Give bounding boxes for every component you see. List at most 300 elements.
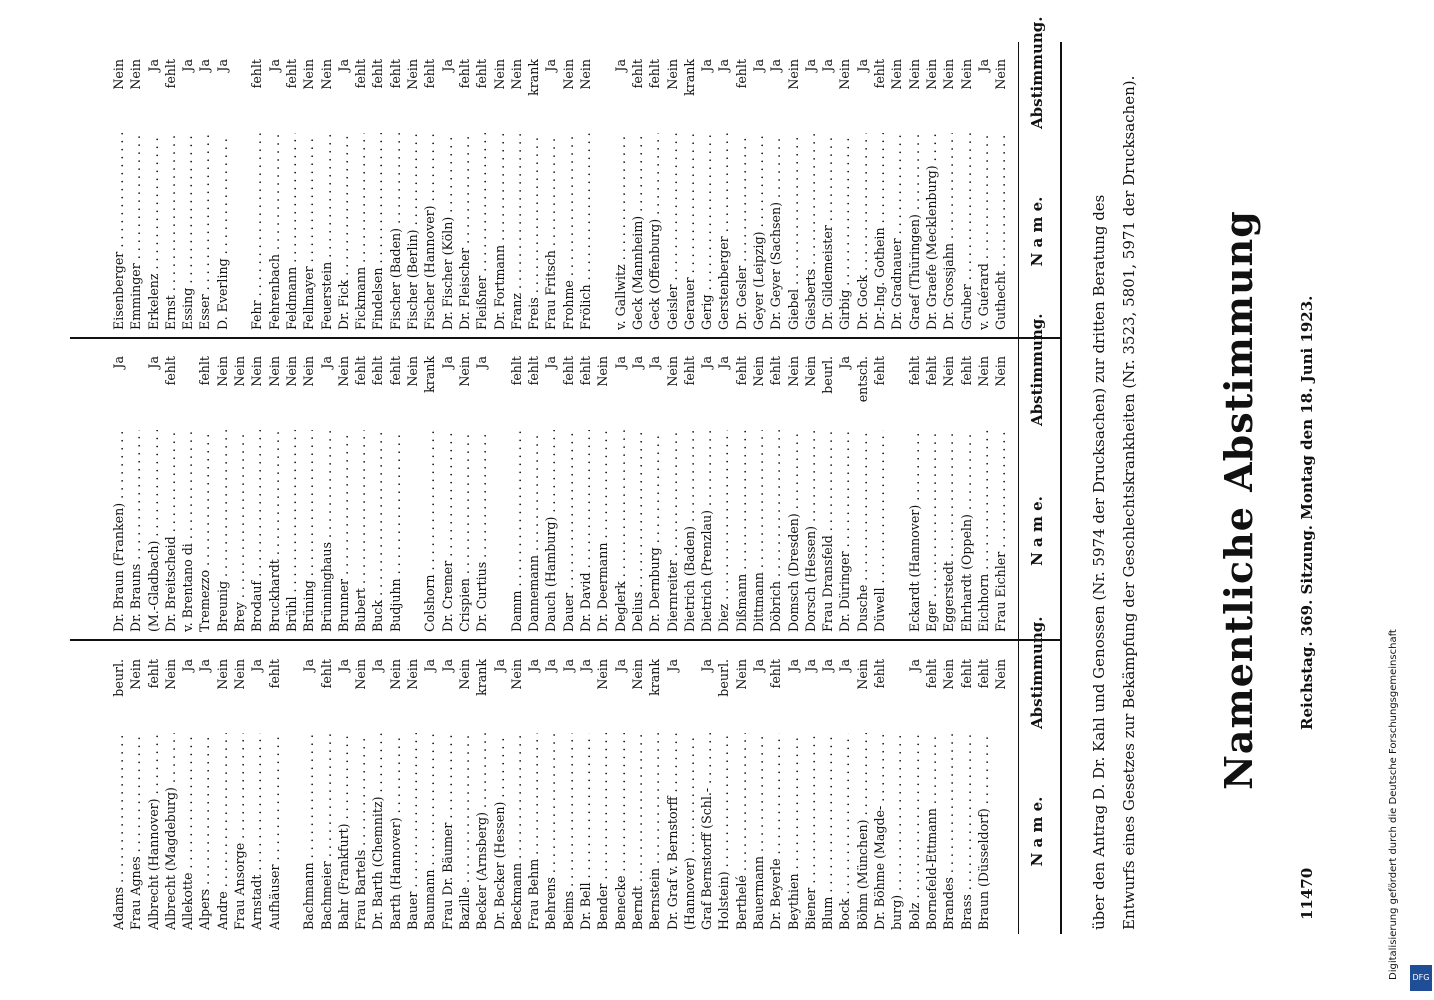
member-name: Bazille . . . — [456, 733, 473, 930]
member-name: Bauer . . . — [404, 733, 421, 930]
column-header-name: N a m e. — [1028, 496, 1046, 566]
member-name: Brüning . . . — [300, 430, 317, 632]
table-row — [456, 644, 473, 930]
table-row — [542, 644, 559, 930]
member-name: Freis . . . — [525, 133, 542, 330]
table-row — [906, 644, 923, 930]
member-name: Andre . . . — [214, 733, 231, 930]
table-row — [491, 342, 508, 632]
vote-value: krank — [474, 659, 490, 696]
vote-value: Nein — [456, 356, 472, 387]
table-row — [508, 644, 525, 930]
member-name: Allekotte . . . — [179, 733, 196, 930]
member-name: Dauer . . . — [560, 430, 577, 632]
member-name: Dr. Barth (Chemnitz) . . . — [369, 733, 386, 930]
vote-value: Ja — [750, 659, 766, 672]
vote-value: Nein — [802, 356, 818, 387]
vote-value: fehlt — [647, 59, 663, 89]
member-name: Brühl . . . — [283, 430, 300, 632]
member-name: Dr. Grossjahn . . . — [940, 133, 957, 330]
vote-value: Ja — [145, 59, 161, 72]
vote-value: krank — [647, 659, 663, 696]
member-name: v. Gallwitz . . . — [612, 133, 629, 330]
table-row — [923, 644, 940, 930]
vote-value: Nein — [906, 59, 922, 90]
member-name: Alpers . . . — [196, 733, 213, 930]
table-row — [127, 44, 144, 330]
vote-value: fehlt — [578, 356, 594, 386]
table-row — [473, 342, 490, 632]
member-name: Dr. Brauns . . . — [127, 430, 144, 632]
member-name: Brodauf . . . — [248, 430, 265, 632]
member-name: Delius . . . — [629, 430, 646, 632]
session-header: Reichstag. 369. Sitzung. Montag den 18. Juni 1923. — [1298, 295, 1316, 730]
vote-value: Nein — [405, 59, 421, 90]
table-row — [940, 44, 957, 330]
table-row — [231, 44, 248, 330]
member-name: Fischer (Hannover) . . . — [421, 133, 438, 330]
vote-value: Ja — [716, 59, 732, 72]
table-row — [906, 342, 923, 632]
vote-value: Nein — [785, 59, 801, 90]
vote-value: krank — [681, 59, 697, 96]
table-row — [871, 44, 888, 330]
table-row — [958, 44, 975, 330]
vote-value: Nein — [491, 59, 507, 90]
table-row — [646, 44, 663, 330]
table-row — [888, 44, 905, 330]
vote-value: krank — [526, 59, 542, 96]
member-name: Dr. Fortmann . . . — [491, 133, 508, 330]
table-row — [750, 644, 767, 930]
vote-value: Ja — [180, 59, 196, 72]
member-name: Beims . . . — [560, 733, 577, 930]
vote-value: Ja — [560, 659, 576, 672]
member-name: Dr. Gock . . . — [854, 133, 871, 330]
member-name: Bubert . . . — [352, 430, 369, 632]
vote-value: Ja — [197, 659, 213, 672]
member-name: Dr. Breitscheid . . . — [162, 430, 179, 632]
table-row — [248, 342, 265, 632]
table-row — [785, 644, 802, 930]
member-name: Dr. Fischer (Köln) . . . — [439, 133, 456, 330]
vote-value: Ja — [439, 59, 455, 72]
table-row — [836, 44, 853, 330]
table-row — [439, 44, 456, 330]
vote-value: Nein — [595, 356, 611, 387]
table-row — [473, 44, 490, 330]
vote-value: fehlt — [526, 356, 542, 386]
vote-value: Ja — [837, 659, 853, 672]
member-name: Frau Agnes . . . — [127, 733, 144, 930]
member-name: Dittmann . . . — [750, 430, 767, 632]
table-row — [300, 44, 317, 330]
member-name: Diernreiter . . . — [664, 430, 681, 632]
vote-value: Ja — [699, 659, 715, 672]
table-row — [214, 342, 231, 632]
vote-value: fehlt — [768, 659, 784, 689]
vote-value: Ja — [266, 59, 282, 72]
vote-value: Ja — [145, 356, 161, 369]
table-row — [248, 44, 265, 330]
member-name: Bachmeier . . . — [318, 733, 335, 930]
vote-value: Nein — [993, 659, 1009, 690]
vote-value: fehlt — [266, 659, 282, 689]
column-header-vote: Abstimmung. — [1028, 16, 1046, 129]
vote-value: Nein — [629, 659, 645, 690]
table-row — [975, 342, 992, 632]
table-row — [300, 342, 317, 632]
table-row — [646, 342, 663, 632]
vote-value: Nein — [232, 659, 248, 690]
member-name: Dusche . . . — [854, 430, 871, 632]
member-name: Bruckhardt . . . — [266, 430, 283, 632]
table-row — [698, 644, 715, 930]
table-row — [110, 342, 127, 632]
vote-value: Ja — [854, 59, 870, 72]
table-row — [612, 342, 629, 632]
member-name: Findelsen . . . — [369, 133, 386, 330]
table-row — [369, 644, 386, 930]
vote-value: krank — [422, 356, 438, 393]
member-name: Colshorn . . . — [421, 430, 438, 632]
table-row — [491, 44, 508, 330]
vote-value: Nein — [941, 659, 957, 690]
vote-value: Ja — [612, 659, 628, 672]
vote-value: Ja — [820, 659, 836, 672]
vote-value: fehlt — [906, 356, 922, 386]
table-row — [871, 342, 888, 632]
member-name: Feldmann . . . — [283, 133, 300, 330]
table-row — [854, 644, 871, 930]
table-row — [767, 44, 784, 330]
member-name: Fellmayer . . . — [300, 133, 317, 330]
member-name: Dr. Fleischer . . . — [456, 133, 473, 330]
vote-value: Ja — [249, 659, 265, 672]
table-row — [802, 342, 819, 632]
vote-table — [0, 16, 1046, 934]
vote-value: Ja — [975, 59, 991, 72]
member-name: Domsch (Dresden) . . . — [785, 430, 802, 632]
member-name: Dorsch (Hessen) . . . — [802, 430, 819, 632]
member-name: Behrens . . . — [542, 733, 559, 930]
member-name: Dr. Düringer . . . — [836, 430, 853, 632]
member-name: Geck (Mannheim) . . . — [629, 133, 646, 330]
member-name: Emminger . . . — [127, 133, 144, 330]
table-row — [179, 342, 196, 632]
vote-value: Ja — [543, 659, 559, 672]
vote-value: fehlt — [387, 356, 403, 386]
vote-value: Ja — [439, 659, 455, 672]
table-row — [733, 644, 750, 930]
vote-value: Ja — [335, 659, 351, 672]
table-row — [352, 342, 369, 632]
table-row — [266, 342, 283, 632]
table-row — [767, 342, 784, 632]
table-row — [162, 44, 179, 330]
member-name: Dr. Dernburg . . . — [646, 430, 663, 632]
member-name: Dietrich (Baden) . . . — [681, 430, 698, 632]
member-name: Dr. Deermann . . . — [594, 430, 611, 632]
table-row — [992, 644, 1009, 930]
vote-value: Nein — [958, 59, 974, 90]
vote-value: Ja — [612, 356, 628, 369]
table-row — [664, 644, 681, 930]
table-row — [369, 342, 386, 632]
vote-value: Nein — [595, 659, 611, 690]
table-row — [733, 342, 750, 632]
table-row — [110, 44, 127, 330]
member-name: Holstein) . . . — [715, 733, 732, 930]
table-row — [283, 342, 300, 632]
member-name: Crispien . . . — [456, 430, 473, 632]
table-row — [940, 644, 957, 930]
vote-value: Nein — [232, 356, 248, 387]
table-row — [888, 342, 905, 632]
table-row — [577, 644, 594, 930]
table-row — [906, 44, 923, 330]
name-column — [110, 342, 1009, 632]
table-row — [214, 44, 231, 330]
member-name: Dißmann . . . — [733, 430, 750, 632]
table-row — [335, 644, 352, 930]
table-row — [836, 342, 853, 632]
vote-value: Ja — [474, 356, 490, 369]
vote-value: Ja — [768, 59, 784, 72]
member-name: Brunner . . . — [335, 430, 352, 632]
vote-value: Ja — [180, 659, 196, 672]
member-name: Frau Dransfeld . . . — [819, 430, 836, 632]
vote-value: Nein — [405, 356, 421, 387]
intro-line: Entwurfs eines Gesetzes zur Bekämpfung der Geschlechtskrankheiten (Nr. 3523, 5801, 5971 der Drucksachen). — [1120, 75, 1138, 930]
vote-value: fehlt — [474, 59, 490, 89]
vote-value: beurl. — [716, 659, 732, 697]
table-row — [369, 44, 386, 330]
member-name: Tremezzo . . . — [196, 430, 213, 632]
table-row — [473, 644, 490, 930]
column-header-vote: Abstimmung. — [1028, 616, 1046, 729]
member-name: Dr. Fick . . . — [335, 133, 352, 330]
vote-value: fehlt — [681, 356, 697, 386]
vote-value: Nein — [283, 356, 299, 387]
table-row — [577, 342, 594, 632]
member-name: Budjuhn . . . — [387, 430, 404, 632]
member-name: Brey . . . — [231, 430, 248, 632]
page-number: 11470 — [1298, 867, 1316, 920]
vote-value: fehlt — [318, 659, 334, 689]
vote-value: Ja — [699, 356, 715, 369]
table-row — [214, 644, 231, 930]
member-name: Geck (Offenburg) . . . — [646, 133, 663, 330]
vote-value: fehlt — [872, 659, 888, 689]
vote-value: Nein — [785, 356, 801, 387]
table-row — [560, 342, 577, 632]
table-row — [923, 342, 940, 632]
table-row — [283, 644, 300, 930]
dfg-logo: DFG — [1410, 965, 1432, 991]
vote-value: fehlt — [923, 356, 939, 386]
member-name: Feuerstein . . . — [318, 133, 335, 330]
vote-value: Nein — [508, 659, 524, 690]
vote-value: Nein — [750, 356, 766, 387]
table-row — [664, 44, 681, 330]
table-row — [802, 44, 819, 330]
member-name: Berthelé . . . — [733, 733, 750, 930]
member-name: Frau Behm . . . — [525, 733, 542, 930]
vote-value: fehlt — [370, 59, 386, 89]
vote-value: Nein — [923, 59, 939, 90]
column-divider — [70, 337, 1060, 339]
member-name: Brandes . . . — [940, 733, 957, 930]
member-name: Dr. Beyerle . . . — [767, 733, 784, 930]
member-name: D. Everling . . . — [214, 133, 231, 330]
vote-value: Nein — [111, 59, 126, 90]
vote-value: fehlt — [456, 59, 472, 89]
member-name: Biener . . . — [802, 733, 819, 930]
table-row — [854, 342, 871, 632]
column-header-name: N a m e. — [1028, 796, 1046, 867]
table-row — [145, 342, 162, 632]
table-row — [594, 644, 611, 930]
vote-value: Nein — [214, 356, 230, 387]
member-name: Baumann . . . — [421, 733, 438, 930]
member-name: Albrecht (Hannover) . . . — [145, 733, 162, 930]
vote-value: fehlt — [768, 356, 784, 386]
member-name: Bock . . . — [836, 733, 853, 930]
member-name: Benecke . . . — [612, 733, 629, 930]
table-row — [785, 342, 802, 632]
member-name: Beckmann . . . — [508, 733, 525, 930]
vote-value: fehlt — [629, 59, 645, 89]
member-name: Eckardt (Hannover) . . . — [906, 430, 923, 632]
vote-value: Nein — [249, 356, 265, 387]
member-name: Fehrenbach . . . — [266, 133, 283, 330]
member-name: Esser . . . — [196, 133, 213, 330]
digitization-text: Digitalisierung gefördert durch die Deutsche Forschungsgemeinschaft — [1388, 629, 1399, 980]
member-name: Dr. Böhme (Magde- . . . — [871, 733, 888, 930]
member-name: Dr. Braun (Franken) . . . — [110, 430, 127, 632]
member-name: Bornefeld-Ettmann . . . — [923, 733, 940, 930]
member-name: Buck . . . — [369, 430, 386, 632]
table-row — [975, 644, 992, 930]
vote-value: fehlt — [387, 59, 403, 89]
vote-value: Ja — [318, 356, 334, 369]
member-name: Dr. Bell . . . — [577, 733, 594, 930]
table-row — [542, 44, 559, 330]
member-name: v. Brentano di . . . — [179, 430, 196, 632]
table-row — [525, 644, 542, 930]
table-row — [491, 644, 508, 930]
table-row — [664, 342, 681, 632]
member-name: Frölich . . . — [577, 133, 594, 330]
member-name: Dr. Gradnauer . . . — [888, 133, 905, 330]
vote-value: Nein — [941, 59, 957, 90]
member-name: Frau Fritsch . . . — [542, 133, 559, 330]
member-name: Diez . . . — [715, 430, 732, 632]
intro-text — [1084, 40, 1174, 930]
vote-value: Ja — [802, 659, 818, 672]
member-name: Graef (Thüringen) . . . — [906, 133, 923, 330]
table-row — [300, 644, 317, 930]
member-name: Frau Ansorge . . . — [231, 733, 248, 930]
member-name: Dauch (Hamburg) . . . — [542, 430, 559, 632]
member-name: burg) . . . — [888, 733, 905, 930]
member-name: Frau Dr. Bäumer . . . — [439, 733, 456, 930]
table-row — [404, 644, 421, 930]
vote-value: fehlt — [249, 59, 265, 89]
vote-value: Nein — [128, 659, 144, 690]
member-name: Beythien . . . — [785, 733, 802, 930]
vote-value: Nein — [993, 59, 1009, 90]
member-name: Girbig . . . — [836, 133, 853, 330]
member-name: Dr. Gesler . . . — [733, 133, 750, 330]
member-name: Dr. Curtius . . . — [473, 430, 490, 632]
member-name: Dr. Cremer . . . — [439, 430, 456, 632]
vote-value: Ja — [439, 356, 455, 369]
table-row — [698, 44, 715, 330]
member-name: Bernstein . . . — [646, 733, 663, 930]
member-name: Fehr . . . — [248, 133, 265, 330]
table-row — [335, 44, 352, 330]
table-row — [854, 44, 871, 330]
member-name: Barth (Hannover) . . . — [387, 733, 404, 930]
table-row — [145, 44, 162, 330]
vote-value: fehlt — [353, 59, 369, 89]
table-row — [248, 644, 265, 930]
member-name: Dr. Becker (Hessen) . . . — [491, 733, 508, 930]
table-row — [560, 644, 577, 930]
vote-value: Nein — [578, 59, 594, 90]
vote-value: Nein — [508, 59, 524, 90]
table-row — [715, 44, 732, 330]
vote-value: Nein — [318, 59, 334, 90]
member-name: Ernst . . . — [162, 133, 179, 330]
member-name: Erkelenz . . . — [145, 133, 162, 330]
intro-line: über den Antrag D. Dr. Kahl und Genossen (Nr. 5974 der Drucksachen) zur dritten Beratung des — [1090, 194, 1108, 930]
table-row — [958, 342, 975, 632]
table-row — [127, 342, 144, 632]
table-row — [733, 44, 750, 330]
member-name: Damm . . . — [508, 430, 525, 632]
table-row — [785, 44, 802, 330]
member-name: Adams . . . — [110, 733, 127, 930]
table-row — [681, 44, 698, 330]
digitization-note — [1388, 60, 1402, 980]
vote-value: Ja — [197, 59, 213, 72]
member-name: Brünninghaus . . . — [318, 430, 335, 632]
member-name: Fleißner . . . — [473, 133, 490, 330]
member-name: Gerig . . . — [698, 133, 715, 330]
member-name: Gerstenberger . . . — [715, 133, 732, 330]
vote-value: Ja — [647, 356, 663, 369]
member-name: Brass . . . — [958, 733, 975, 930]
table-row — [508, 44, 525, 330]
member-name: Berndt . . . — [629, 733, 646, 930]
member-name: Frau Eichler . . . — [992, 430, 1009, 632]
member-name: Eggerstedt . . . — [940, 430, 957, 632]
vote-value: Ja — [214, 59, 230, 72]
vote-value: Nein — [301, 356, 317, 387]
table-row — [387, 644, 404, 930]
member-name: Bahr (Frankfurt) . . . — [335, 733, 352, 930]
table-row — [871, 644, 888, 930]
table-row — [318, 342, 335, 632]
vote-value: Ja — [370, 659, 386, 672]
table-row — [387, 44, 404, 330]
vote-value: Nein — [560, 59, 576, 90]
member-name: Dr. Graefe (Mecklenburg) . . . — [923, 133, 940, 330]
table-row — [162, 342, 179, 632]
